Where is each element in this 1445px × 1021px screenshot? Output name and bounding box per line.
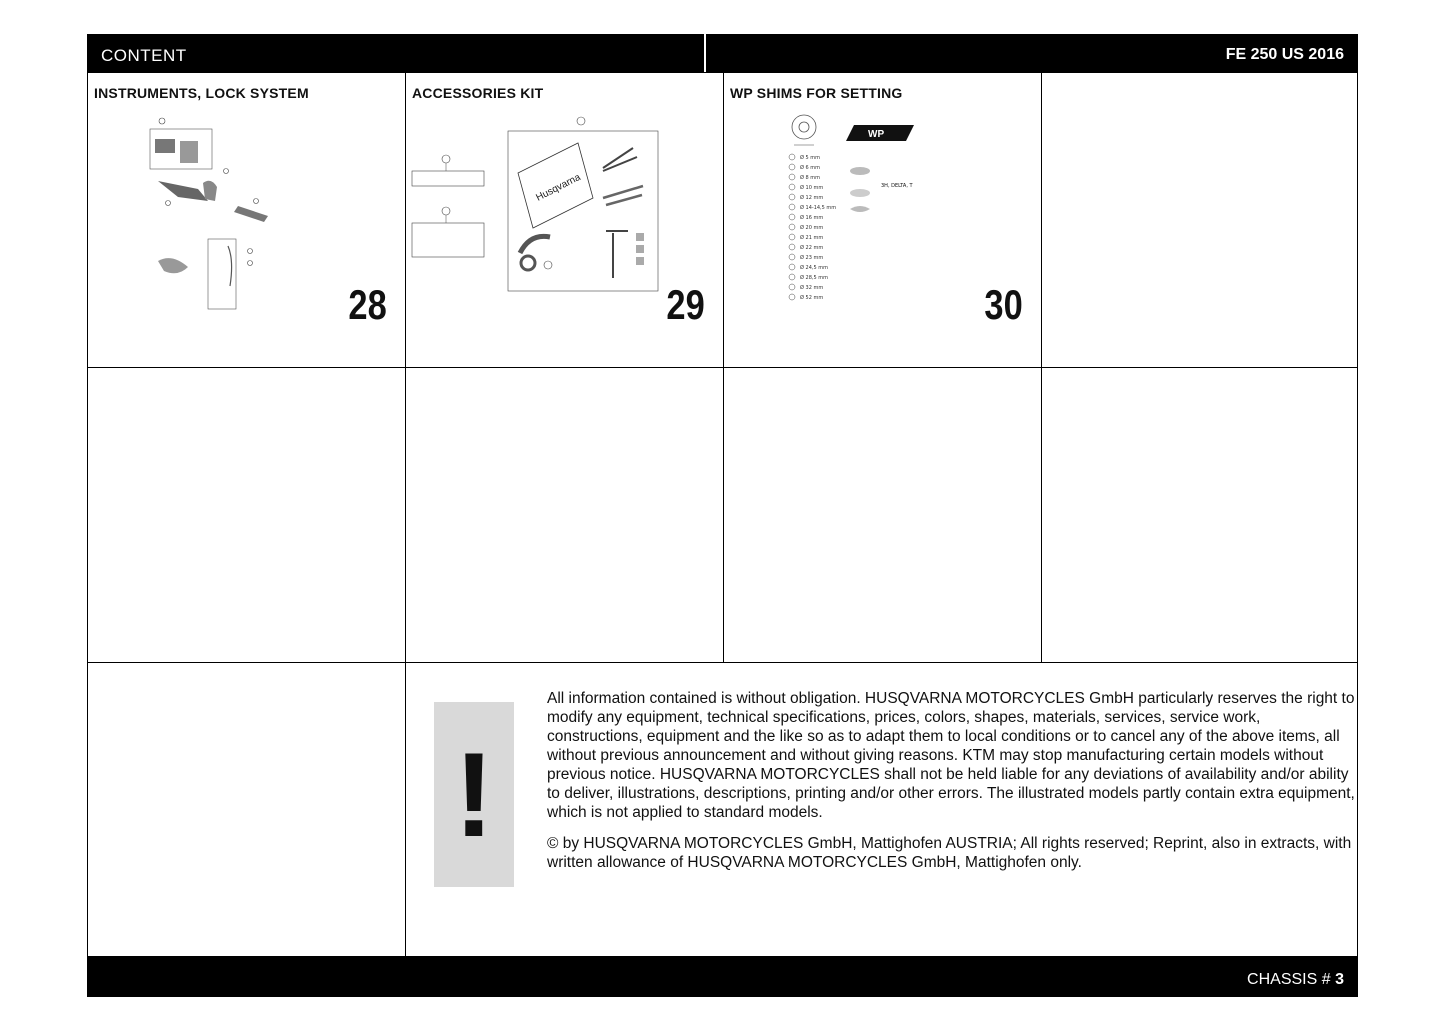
shim-size-label: Ø 52 mm bbox=[800, 295, 824, 301]
shim-size-label: Ø 23 mm bbox=[800, 255, 824, 261]
cell-empty-5 bbox=[1041, 367, 1358, 663]
copyright-paragraph: © by HUSQVARNA MOTORCYCLES GmbH, Mattighofen AUSTRIA; All rights reserved; Reprint, also in extracts, with written allowance of HUSQVARNA MOTORCYCLES GmbH, Mattighofen only. bbox=[547, 835, 1352, 871]
shim-size-list bbox=[788, 153, 848, 318]
cell-empty-6 bbox=[87, 662, 406, 957]
model-name: FE 250 US 2016 bbox=[1225, 46, 1344, 63]
shim-marker bbox=[789, 204, 795, 210]
shim-size-label: Ø 16 mm bbox=[800, 215, 824, 221]
shim-size-label: Ø 12 mm bbox=[800, 195, 824, 201]
footer-bar bbox=[87, 957, 1358, 997]
wp-logo: WP bbox=[868, 129, 885, 140]
shim-shape-label: 3H, DELTA, T bbox=[881, 183, 913, 189]
instruments-illustration bbox=[138, 111, 328, 311]
page-number: 29 bbox=[666, 281, 705, 328]
header-divider bbox=[704, 34, 706, 72]
cell-wp-shims[interactable] bbox=[723, 72, 1042, 368]
cell-instruments[interactable] bbox=[87, 72, 406, 368]
shim-marker bbox=[789, 264, 795, 270]
legal-notice bbox=[547, 689, 1357, 884]
shim-size-label: Ø 21 mm bbox=[800, 235, 824, 241]
shim-size-label: Ø 6 mm bbox=[800, 165, 821, 171]
shim-marker bbox=[789, 274, 795, 280]
cell-empty-1 bbox=[1041, 72, 1358, 368]
shim-size-label: Ø 10 mm bbox=[800, 185, 824, 191]
shim-marker bbox=[789, 194, 795, 200]
accessories-illustration bbox=[408, 113, 663, 298]
cell-empty-2 bbox=[87, 367, 406, 663]
shim-marker bbox=[789, 154, 795, 160]
shim-size-label: Ø 28,5 mm bbox=[800, 275, 828, 281]
shim-size-label: Ø 32 mm bbox=[800, 285, 824, 291]
shim-marker bbox=[789, 184, 795, 190]
shim-size-label: Ø 14-14,5 mm bbox=[800, 205, 837, 211]
shim-size-label: Ø 20 mm bbox=[800, 225, 824, 231]
shim-marker bbox=[789, 234, 795, 240]
catalog-page bbox=[87, 34, 1358, 997]
brand-text: Husqvarna bbox=[534, 171, 583, 204]
shim-size-label: Ø 8 mm bbox=[800, 175, 821, 181]
page-number: 28 bbox=[348, 281, 387, 328]
warning-box bbox=[434, 702, 514, 887]
shim-marker bbox=[789, 254, 795, 260]
cell-accessories[interactable] bbox=[405, 72, 724, 368]
exclamation-icon: ! bbox=[454, 728, 494, 862]
cell-empty-3 bbox=[405, 367, 724, 663]
shim-marker bbox=[789, 224, 795, 230]
shim-size-label: Ø 24,5 mm bbox=[800, 265, 828, 271]
shim-marker bbox=[789, 214, 795, 220]
shim-marker bbox=[789, 284, 795, 290]
shim-marker bbox=[789, 164, 795, 170]
footer-label: CHASSIS # 3 bbox=[1247, 971, 1344, 988]
shim-marker bbox=[789, 294, 795, 300]
footer-page-number: 3 bbox=[1335, 971, 1344, 988]
cell-title: INSTRUMENTS, LOCK SYSTEM bbox=[94, 85, 309, 101]
shim-size-label: Ø 22 mm bbox=[800, 245, 824, 251]
notice-paragraph: All information contained is without obligation. HUSQVARNA MOTORCYCLES GmbH particularly reserves the right to modify any equipment, technical specifications, prices, colors, shapes, materials, services, service work, constructions, equipment and the like so as to adapt them to local conditions or to cancel any of the above items, all without previous announcement and without giving reasons. KTM may stop manufacturing certain models without previous notice. HUSQVARNA MOTORCYCLES shall not be held liable for any deviations of availability and/or ability to deliver, illustrations, descriptions, printing and/or other errors. The illustrated models partly contain extra equipment, which is not applied to standard models. bbox=[547, 690, 1355, 821]
shim-marker bbox=[789, 244, 795, 250]
cell-title: ACCESSORIES KIT bbox=[412, 85, 544, 101]
section-title: CONTENT bbox=[101, 46, 187, 65]
page-number: 30 bbox=[984, 281, 1023, 328]
cell-empty-4 bbox=[723, 367, 1042, 663]
cell-title: WP SHIMS FOR SETTING bbox=[730, 85, 903, 101]
shim-size-label: Ø 5 mm bbox=[800, 155, 821, 161]
header-bar bbox=[87, 34, 1358, 72]
shim-marker bbox=[789, 174, 795, 180]
